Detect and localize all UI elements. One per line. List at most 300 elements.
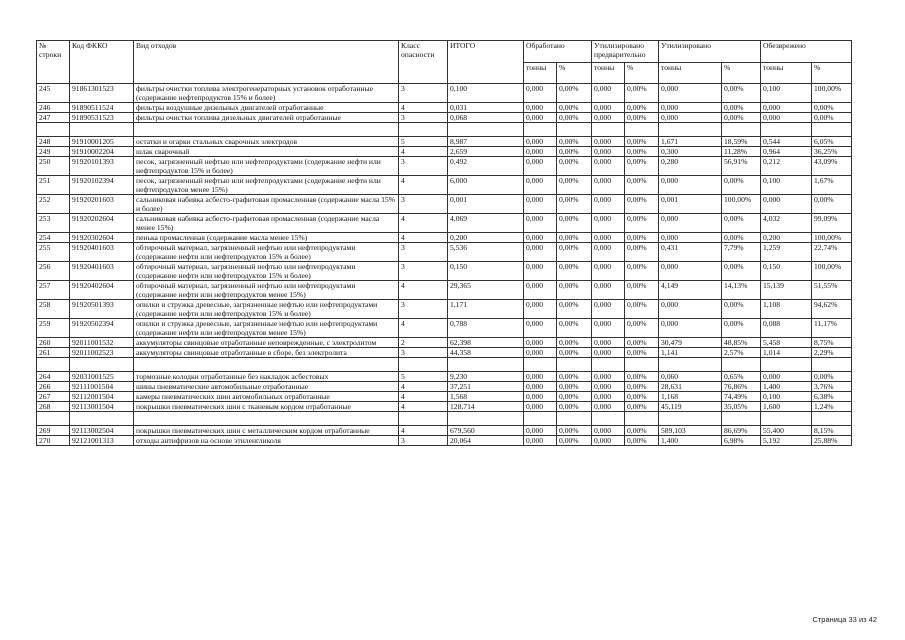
processed-tons-cell: 0,000 [524,195,557,214]
neutralized-tons-cell: 55,400 [761,426,812,436]
processed-pct-cell: 0,00% [557,426,592,436]
utilized-tons-cell: 0,000 [659,262,722,281]
utilized-pct-cell: 0,00% [722,176,761,195]
fkko-code-cell: 91920402604 [70,281,134,300]
neutralized-tons-cell: 5,458 [761,338,812,348]
processed-pct-cell: 0,00% [557,372,592,382]
hazard-class-cell: 2 [399,338,448,348]
total-cell: 44,358 [448,348,524,358]
neutralized-pct-cell: 0,00% [812,372,852,382]
header-name: Вид отходов [134,41,399,84]
utilized-tons-cell: 0,000 [659,113,722,123]
processed-pct-cell: 0,00% [557,214,592,233]
row-number-cell: 246 [37,103,70,113]
fkko-code-cell: 91910001205 [70,137,134,147]
total-cell: 8,987 [448,137,524,147]
utilized-pre-tons-cell: 0,000 [592,103,625,113]
neutralized-tons-cell: 1,259 [761,243,812,262]
utilized-tons-cell: 45,119 [659,402,722,412]
utilized-pre-tons-cell: 0,000 [592,338,625,348]
hazard-class-cell: 5 [399,372,448,382]
table-row [37,338,852,348]
utilized-pre-pct-cell: 0,00% [625,281,659,300]
neutralized-pct-cell: 0,00% [812,195,852,214]
neutralized-tons-cell: 0,000 [761,372,812,382]
hazard-class-cell: 3 [399,300,448,319]
spacer-cell [557,412,592,426]
neutralized-pct-cell: 1,67% [812,176,852,195]
spacer-cell [134,358,399,372]
waste-name-cell: отходы антифризов на основе этиленгликоля [134,436,399,446]
subheader-pct: % [557,63,592,84]
total-cell: 4,069 [448,214,524,233]
total-cell: 0,100 [448,84,524,103]
hazard-class-cell: 4 [399,147,448,157]
spacer-cell [399,358,448,372]
utilized-pre-tons-cell: 0,000 [592,281,625,300]
processed-tons-cell: 0,000 [524,402,557,412]
processed-tons-cell: 0,000 [524,84,557,103]
hazard-class-cell: 4 [399,233,448,243]
waste-name-cell: аккумуляторы свинцовые отработанные в сборе, без электролита [134,348,399,358]
waste-name-cell: аккумуляторы свинцовые отработанные неповрежденные, с электролитом [134,338,399,348]
utilized-pct-cell: 0,00% [722,319,761,338]
total-cell: 0,200 [448,233,524,243]
neutralized-tons-cell: 1,014 [761,348,812,358]
waste-name-cell: песок, загрязненный нефтью или нефтепродуктами (содержание нефти или нефтепродуктов 15% и более) [134,157,399,176]
processed-pct-cell: 0,00% [557,402,592,412]
waste-name-cell: фильтры очистки топлива электрогенераторных установок отработанные (содержание нефтепродуктов 15% и более) [134,84,399,103]
fkko-code-cell: 91890511524 [70,103,134,113]
neutralized-pct-cell: 3,76% [812,382,852,392]
utilized-tons-cell: 1,168 [659,392,722,402]
utilized-pct-cell: 0,00% [722,262,761,281]
waste-name-cell: шины пневматические автомобильные отработанные [134,382,399,392]
spacer-cell [448,358,524,372]
row-number-cell: 266 [37,382,70,392]
utilized-tons-cell: 0,280 [659,157,722,176]
processed-pct-cell: 0,00% [557,195,592,214]
utilized-pre-tons-cell: 0,000 [592,436,625,446]
subheader-tons: тонны [592,63,625,84]
spacer-cell [722,358,761,372]
spacer-cell [625,358,659,372]
processed-pct-cell: 0,00% [557,300,592,319]
waste-name-cell: покрышки пневматических шин с металлическим кордом отработанные [134,426,399,436]
fkko-code-cell: 92121001313 [70,436,134,446]
neutralized-pct-cell: 94,62% [812,300,852,319]
hazard-class-cell: 4 [399,281,448,300]
fkko-code-cell: 91920101393 [70,157,134,176]
header-class: Класс опасности [399,41,448,84]
utilized-tons-cell: 1,141 [659,348,722,358]
table-row [37,300,852,319]
neutralized-pct-cell: 0,00% [812,103,852,113]
neutralized-tons-cell: 0,000 [761,195,812,214]
neutralized-tons-cell: 5,192 [761,436,812,446]
neutralized-tons-cell: 4,032 [761,214,812,233]
processed-tons-cell: 0,000 [524,348,557,358]
utilized-pct-cell: 6,98% [722,436,761,446]
processed-tons-cell: 0,000 [524,243,557,262]
processed-pct-cell: 0,00% [557,319,592,338]
utilized-pct-cell: 14,13% [722,281,761,300]
utilized-tons-cell: 589,103 [659,426,722,436]
page-number: Страница 33 из 42 [812,615,877,624]
utilized-pre-tons-cell: 0,000 [592,84,625,103]
utilized-pct-cell: 86,69% [722,426,761,436]
hazard-class-cell: 4 [399,214,448,233]
utilized-pct-cell: 0,65% [722,372,761,382]
total-cell: 0,492 [448,157,524,176]
spacer-cell [37,412,70,426]
utilized-tons-cell: 0,000 [659,103,722,113]
spacer-cell [134,123,399,137]
utilized-pre-tons-cell: 0,000 [592,113,625,123]
processed-tons-cell: 0,000 [524,382,557,392]
spacer-cell [812,412,852,426]
total-cell: 0,001 [448,195,524,214]
waste-name-cell: фильтры воздушные дизельных двигателей отработанные [134,103,399,113]
utilized-pct-cell: 0,00% [722,233,761,243]
processed-tons-cell: 0,000 [524,426,557,436]
total-cell: 37,251 [448,382,524,392]
neutralized-tons-cell: 0,212 [761,157,812,176]
table-row [37,348,852,358]
waste-name-cell: остатки и огарки стальных сварочных электродов [134,137,399,147]
table-row [37,436,852,446]
neutralized-pct-cell: 8,15% [812,426,852,436]
neutralized-pct-cell: 6,05% [812,137,852,147]
spacer-cell [659,412,722,426]
utilized-pct-cell: 56,91% [722,157,761,176]
spacer-cell [722,412,761,426]
processed-tons-cell: 0,000 [524,233,557,243]
utilized-pre-pct-cell: 0,00% [625,243,659,262]
total-cell: 128,714 [448,402,524,412]
waste-table [36,40,852,446]
row-number-cell: 267 [37,392,70,402]
fkko-code-cell: 91920401603 [70,262,134,281]
neutralized-tons-cell: 1,400 [761,382,812,392]
hazard-class-cell: 4 [399,176,448,195]
utilized-tons-cell: 0,000 [659,214,722,233]
processed-tons-cell: 0,000 [524,214,557,233]
waste-name-cell: обтирочный материал, загрязненный нефтью или нефтепродуктами (содержание нефти или нефтепродуктов менее 15%) [134,281,399,300]
row-number-cell: 257 [37,281,70,300]
fkko-code-cell: 91910002204 [70,147,134,157]
spacer-row [37,412,852,426]
header-code: Код ФККО [70,41,134,84]
utilized-tons-cell: 0,001 [659,195,722,214]
table-row [37,243,852,262]
neutralized-pct-cell: 25,88% [812,436,852,446]
hazard-class-cell: 4 [399,392,448,402]
utilized-pct-cell: 0,00% [722,113,761,123]
utilized-pre-tons-cell: 0,000 [592,382,625,392]
fkko-code-cell: 91920501393 [70,300,134,319]
fkko-code-cell: 92113001504 [70,402,134,412]
waste-name-cell: камеры пневматических шин автомобильных отработанные [134,392,399,402]
header-neutralized: Обезврежено [761,41,852,63]
row-number-cell: 260 [37,338,70,348]
neutralized-pct-cell: 11,17% [812,319,852,338]
row-number-cell: 270 [37,436,70,446]
header-total: ИТОГО [448,41,524,84]
hazard-class-cell: 3 [399,243,448,262]
utilized-pre-pct-cell: 0,00% [625,214,659,233]
utilized-tons-cell: 1,400 [659,436,722,446]
neutralized-tons-cell: 1,108 [761,300,812,319]
row-number-cell: 248 [37,137,70,147]
processed-tons-cell: 0,000 [524,281,557,300]
neutralized-tons-cell: 0,964 [761,147,812,157]
neutralized-pct-cell: 2,29% [812,348,852,358]
hazard-class-cell: 4 [399,402,448,412]
spacer-cell [659,358,722,372]
processed-tons-cell: 0,000 [524,392,557,402]
fkko-code-cell: 92113002504 [70,426,134,436]
neutralized-pct-cell: 43,09% [812,157,852,176]
utilized-pre-tons-cell: 0,000 [592,195,625,214]
utilized-pre-pct-cell: 0,00% [625,382,659,392]
hazard-class-cell: 3 [399,157,448,176]
hazard-class-cell: 5 [399,137,448,147]
table-row [37,382,852,392]
total-cell: 0,788 [448,319,524,338]
header-processed: Обработано [524,41,592,63]
processed-tons-cell: 0,000 [524,137,557,147]
fkko-code-cell: 91920502394 [70,319,134,338]
utilized-pre-tons-cell: 0,000 [592,137,625,147]
neutralized-tons-cell: 0,000 [761,103,812,113]
neutralized-pct-cell: 36,25% [812,147,852,157]
processed-tons-cell: 0,000 [524,300,557,319]
spacer-cell [812,358,852,372]
utilized-pct-cell: 100,00% [722,195,761,214]
spacer-cell [524,412,557,426]
neutralized-tons-cell: 1,600 [761,402,812,412]
table-row [37,147,852,157]
waste-name-cell: фильтры очистки топлива дизельных двигателей отработанные [134,113,399,123]
utilized-pre-pct-cell: 0,00% [625,137,659,147]
utilized-pre-pct-cell: 0,00% [625,426,659,436]
table-row [37,84,852,103]
processed-tons-cell: 0,000 [524,319,557,338]
table-row [37,426,852,436]
hazard-class-cell: 4 [399,103,448,113]
processed-pct-cell: 0,00% [557,176,592,195]
subheader-tons: тонны [761,63,812,84]
processed-pct-cell: 0,00% [557,262,592,281]
hazard-class-cell: 3 [399,113,448,123]
neutralized-pct-cell: 100,00% [812,84,852,103]
table-row [37,319,852,338]
processed-tons-cell: 0,000 [524,262,557,281]
total-cell: 679,560 [448,426,524,436]
utilized-pct-cell: 74,49% [722,392,761,402]
hazard-class-cell: 3 [399,195,448,214]
spacer-cell [399,123,448,137]
spacer-cell [812,123,852,137]
waste-name-cell: сальниковая набивка асбесто-графитовая промасленная (содержание масла 15% и более) [134,195,399,214]
spacer-cell [37,358,70,372]
table-row [37,137,852,147]
fkko-code-cell: 92112001504 [70,392,134,402]
row-number-cell: 255 [37,243,70,262]
spacer-cell [557,123,592,137]
utilized-tons-cell: 0,300 [659,147,722,157]
spacer-cell [399,412,448,426]
utilized-pre-tons-cell: 0,000 [592,157,625,176]
processed-tons-cell: 0,000 [524,338,557,348]
neutralized-pct-cell: 0,00% [812,113,852,123]
total-cell: 6,000 [448,176,524,195]
processed-tons-cell: 0,000 [524,436,557,446]
processed-tons-cell: 0,000 [524,372,557,382]
utilized-pct-cell: 7,79% [722,243,761,262]
row-number-cell: 268 [37,402,70,412]
table-row [37,392,852,402]
processed-pct-cell: 0,00% [557,137,592,147]
row-number-cell: 264 [37,372,70,382]
subheader-tons: тонны [524,63,557,84]
utilized-pct-cell: 0,00% [722,300,761,319]
row-number-cell: 250 [37,157,70,176]
fkko-code-cell: 91920102394 [70,176,134,195]
processed-pct-cell: 0,00% [557,338,592,348]
utilized-pre-tons-cell: 0,000 [592,372,625,382]
fkko-code-cell: 92011002523 [70,348,134,358]
neutralized-pct-cell: 1,24% [812,402,852,412]
utilized-pre-tons-cell: 0,000 [592,300,625,319]
fkko-code-cell: 91920201603 [70,195,134,214]
utilized-pre-tons-cell: 0,000 [592,243,625,262]
neutralized-pct-cell: 8,75% [812,338,852,348]
waste-name-cell: сальниковая набивка асбесто-графитовая промасленная (содержание масла менее 15%) [134,214,399,233]
utilized-pct-cell: 0,00% [722,103,761,113]
utilized-pre-pct-cell: 0,00% [625,176,659,195]
processed-tons-cell: 0,000 [524,147,557,157]
neutralized-pct-cell: 100,00% [812,262,852,281]
waste-name-cell: опилки и стружка древесные, загрязненные нефтью или нефтепродуктами (содержание нефти или нефтепродуктов менее 15%) [134,319,399,338]
total-cell: 0,031 [448,103,524,113]
hazard-class-cell: 3 [399,84,448,103]
table-row [37,176,852,195]
utilized-pre-pct-cell: 0,00% [625,436,659,446]
neutralized-pct-cell: 6,38% [812,392,852,402]
spacer-cell [761,358,812,372]
utilized-tons-cell: 0,060 [659,372,722,382]
spacer-cell [70,412,134,426]
utilized-tons-cell: 0,000 [659,300,722,319]
row-number-cell: 254 [37,233,70,243]
table-row [37,372,852,382]
fkko-code-cell: 92011001532 [70,338,134,348]
fkko-code-cell: 92031001525 [70,372,134,382]
total-cell: 62,398 [448,338,524,348]
header-utilized-pre: Утилизировано предварительно [592,41,659,63]
header-utilized: Утилизировано [659,41,761,63]
utilized-pre-tons-cell: 0,000 [592,147,625,157]
fkko-code-cell: 91920401603 [70,243,134,262]
processed-pct-cell: 0,00% [557,436,592,446]
processed-tons-cell: 0,000 [524,103,557,113]
table-row [37,281,852,300]
utilized-pre-tons-cell: 0,000 [592,348,625,358]
total-cell: 20,064 [448,436,524,446]
utilized-pre-tons-cell: 0,000 [592,176,625,195]
waste-name-cell: песок, загрязненный нефтью или нефтепродуктами (содержание нефти или нефтепродуктов менее 15%) [134,176,399,195]
table-row [37,262,852,281]
spacer-cell [448,412,524,426]
processed-pct-cell: 0,00% [557,382,592,392]
spacer-cell [524,123,557,137]
utilized-pct-cell: 0,00% [722,84,761,103]
spacer-cell [761,412,812,426]
hazard-class-cell: 4 [399,382,448,392]
utilized-pre-tons-cell: 0,000 [592,392,625,402]
utilized-pre-tons-cell: 0,000 [592,233,625,243]
spacer-cell [70,358,134,372]
utilized-tons-cell: 0,000 [659,176,722,195]
row-number-cell: 258 [37,300,70,319]
subheader-pct: % [625,63,659,84]
utilized-pre-pct-cell: 0,00% [625,103,659,113]
table-row [37,233,852,243]
neutralized-tons-cell: 0,100 [761,84,812,103]
total-cell: 1,171 [448,300,524,319]
spacer-cell [761,123,812,137]
utilized-pre-tons-cell: 0,000 [592,319,625,338]
neutralized-pct-cell: 99,09% [812,214,852,233]
subheader-tons: тонны [659,63,722,84]
row-number-cell: 249 [37,147,70,157]
utilized-pre-tons-cell: 0,000 [592,262,625,281]
utilized-pre-tons-cell: 0,000 [592,214,625,233]
neutralized-tons-cell: 0,100 [761,176,812,195]
processed-pct-cell: 0,00% [557,281,592,300]
utilized-pre-pct-cell: 0,00% [625,84,659,103]
processed-pct-cell: 0,00% [557,84,592,103]
total-cell: 29,365 [448,281,524,300]
utilized-pre-pct-cell: 0,00% [625,319,659,338]
spacer-row [37,358,852,372]
utilized-pct-cell: 35,05% [722,402,761,412]
neutralized-tons-cell: 0,200 [761,233,812,243]
row-number-cell: 256 [37,262,70,281]
utilized-pre-tons-cell: 0,000 [592,426,625,436]
utilized-pre-pct-cell: 0,00% [625,262,659,281]
spacer-cell [448,123,524,137]
neutralized-tons-cell: 0,150 [761,262,812,281]
row-number-cell: 259 [37,319,70,338]
row-number-cell: 245 [37,84,70,103]
utilized-tons-cell: 0,431 [659,243,722,262]
waste-name-cell: шлак сварочный [134,147,399,157]
utilized-pre-tons-cell: 0,000 [592,402,625,412]
utilized-pre-pct-cell: 0,00% [625,348,659,358]
neutralized-pct-cell: 51,55% [812,281,852,300]
row-number-cell: 269 [37,426,70,436]
spacer-cell [557,358,592,372]
spacer-cell [134,412,399,426]
utilized-pre-pct-cell: 0,00% [625,338,659,348]
utilized-pct-cell: 76,86% [722,382,761,392]
utilized-pct-cell: 0,00% [722,214,761,233]
processed-tons-cell: 0,000 [524,176,557,195]
row-number-cell: 251 [37,176,70,195]
